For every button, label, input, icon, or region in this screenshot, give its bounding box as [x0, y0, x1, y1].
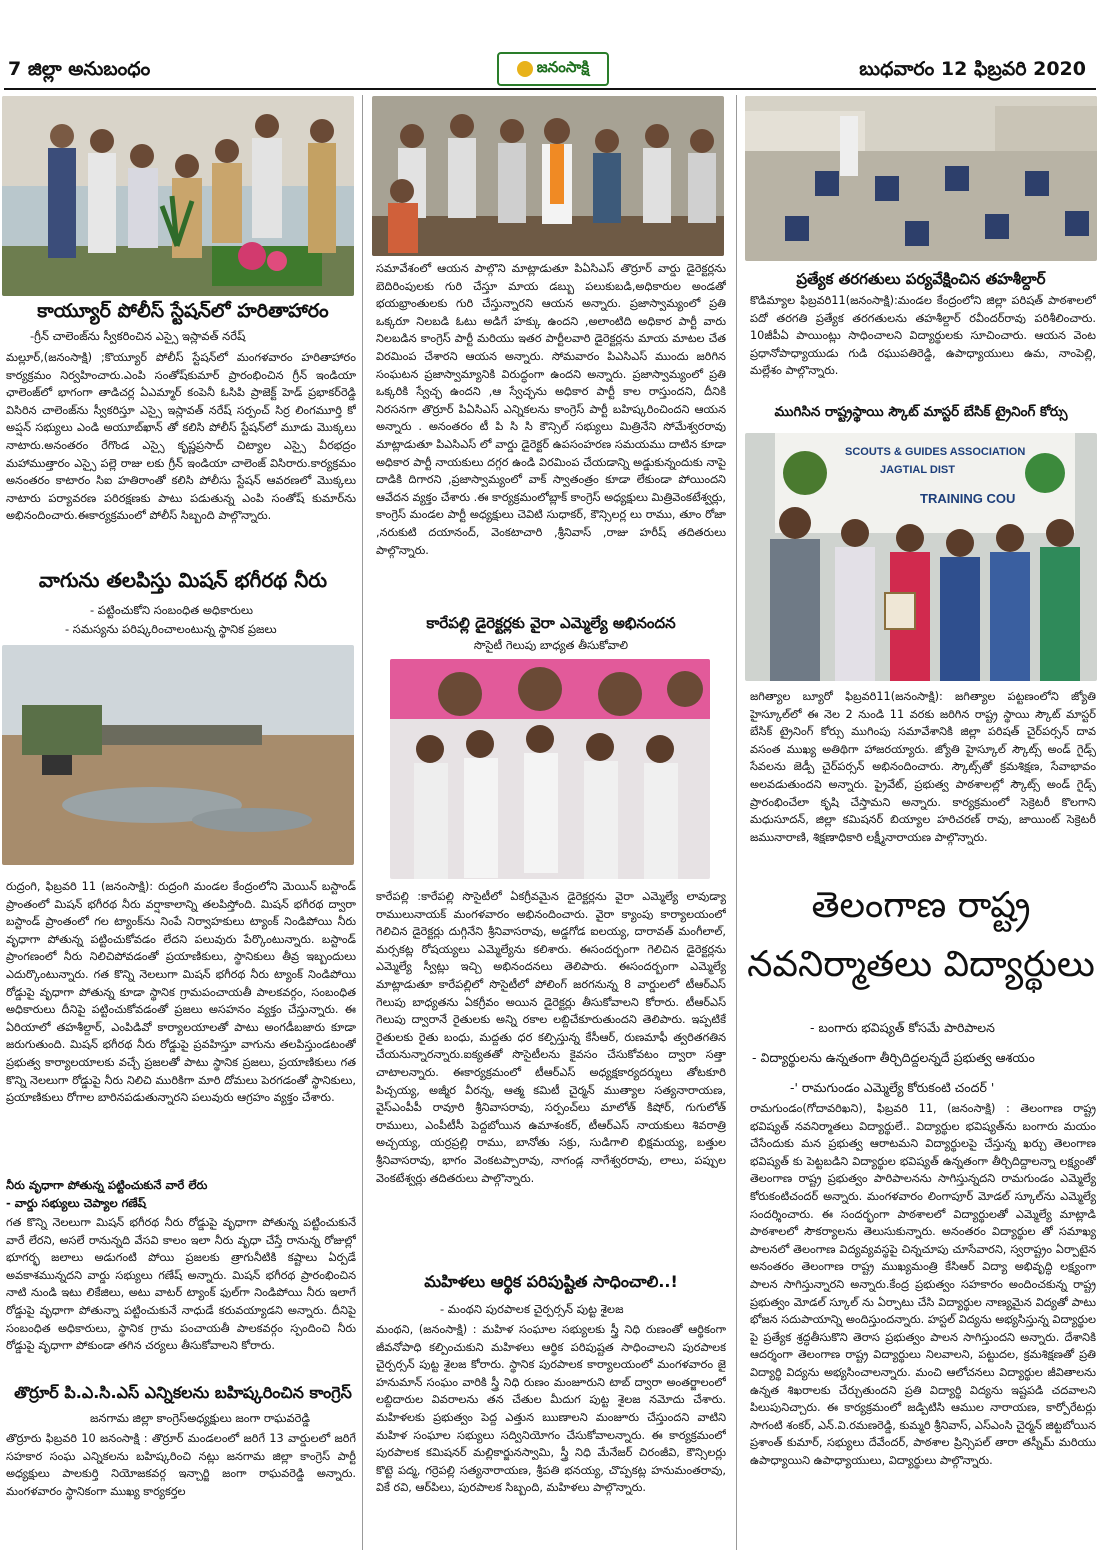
- subheadline: - విద్యార్థులను ఉన్నతంగా తీర్చిదిద్దలన్నదే ప్రభుత్వ ఆశయం: [752, 1050, 1035, 1065]
- headline-scout-master-course: ముగిసిన రాష్ట్రస్థాయి స్కౌట్‌ మాస్టర్‌ బేసిక్‌ ట్రైనింగ్‌ కోర్సు: [774, 404, 1068, 420]
- headline-police-station-haritaharam: కాయ్యూర్‌ పోలీస్‌ స్టేషన్‌లో హరితాహారం: [37, 300, 329, 322]
- feature-headline-line2: నవనిర్మాతలు విద్యార్థులు: [747, 944, 1095, 985]
- page-header: [0, 0, 1100, 90]
- article-body: తొర్రూరు ఫిబ్రవరి 10 జనంసాక్షి : తొర్రూర్‌ మండలంలో జరిగే 13 వార్డులలో జరిగే సహకార సంఘ ఎన్నికలను బహిష్కరించి నట్లు జనగామ జిల్లా కాంగ్రెస్‌ పార్టీ అధ్యక్షులు పాలకుర్తి నియోజకవర్గ ఇన్చార్జి జంగా రాఘవరెడ్డి అన్నారు. మంగళవారం స్థానికంగా ముఖ్య కార్యకర్తల: [6, 1432, 356, 1498]
- masthead-logo: [497, 52, 609, 86]
- subheadline: -గ్రీన్‌ చాలెంజ్‌ను స్వీకరించిన ఎస్సై ఇస్లావత్‌ నరేష్‌: [30, 329, 246, 343]
- issue-date: బుధవారం 12 ఫిబ్రవరి 2020: [859, 58, 1086, 80]
- article-body: గత కొన్ని నెలలుగా మిషన్‌ భగీరథ నీరు రోడ్డుపై వృధాగా పోతున్న పట్టించుకునే వారే లేరని, అసలే రానున్నది వేసవి కాలం ఇలా నీరు వృధా చేస్తే రానున్న రోజుల్లో భూగర్భ జలాలు అడుగంటి పోయి ప్రజలకు త్రాగునీటికి కష్టాలు ఏర్పడే అవకాశమున్నదని వార్డు సభ్యులు గణేష్‌ అన్నారు. మిషన్‌ భగీరథ ప్రారంభించిన నాటి నుండి ఇటు లికేజిలు, అటు వాటర్‌ ట్యాంక్‌ ఫుల్‌గా నిండిపోయి నీరు ఇలాగే రోడ్డుపై వృధాగా పోతున్నా పట్టించుకునే నాధుడే కరువయ్యాడని అన్నారు. దీనిపై సంబంధిత అధికారులు, స్థానిక గ్రామ పంచాయతీ పాలకవర్గం స్పందించి నీరు రోడ్డుపై వృధాగా పోకుండా తగిన చర్యలు తీసుకోవాలని కోరారు.: [6, 1216, 356, 1353]
- news-photo-scouts-guides: [745, 433, 1097, 681]
- article-body: కొడిమ్యాల ఫిబ్రవరి11(జనంసాక్షి):మండల కేంద్రంలోని జిల్లా పరిషత్‌ పాఠశాలలో పదో తరగతి ప్రత్యేక తరగతులను తహశీల్దార్‌ రవీందర్‌రావు పరిశీలించారు. 10జీపీఏ పాయింట్లు సాధించాలని విద్యార్థులకు సూచించారు. ఆయన వెంట ప్రధానోపాధ్యాయుడు గుడి రఘుపతిరెడ్డి, ఉపాధ్యాయులు ఉమ, నాంపెల్లి, మల్లేశం పాల్గొన్నారు.: [750, 294, 1096, 378]
- news-photo-water-road: [2, 645, 354, 865]
- column-divider: [362, 95, 363, 1550]
- article-body: రుద్రంగి, ఫిబ్రవరి 11 (జనంసాక్షి): రుద్రంగి మండల కేంద్రంలోని మెయిన్‌ బస్టాండ్‌ ప్రాంతంలో మిషన్‌ భగీరథ నీరు వర్షాకాలాన్ని తలపిస్తోంది. మిషన్‌ భగీరథ ద్వారా బస్టాండ్‌ ప్రాంతంలో గల ట్యాంక్‌ను నింపే నిర్వాహకులు ట్యాంక్‌ నిండిపోయి నీరు వృధాగా పోతున్న పట్టించుకోవడం లేదని పలువురు పేర్కొంటున్నారు. బస్టాండ్‌ ప్రాంగణంలో నీరు నిలిచిపోవడంతో ప్రయాణికులు, స్థానికులు తీవ్ర ఇబ్బందులు ఎదుర్కొంటున్నారు. గత కొన్ని నెలలుగా మిషన్‌ భగీరథ నీరు ట్యాంక్‌ నిండిపోయి రోడ్డుపై వృధాగా పోతున్న కూడా స్థానిక గ్రామపంచాయతీ పాలకవర్గం, సంబంధిత అధికారులు దీనిపై పట్టించుకోవడంతో ప్రజలు అసహనం వ్యక్తం చేస్తున్నారు. ఈ ఏరియాలో తహశీల్దార్‌, ఎంపిడివో కార్యాలయాలతో పాటు అంగడీబజారు కూడా జరుగుతుంది. మిషన్‌ భగీరథ నీరు రోడ్డుపై ప్రవహిస్తూ వాగును తలపిస్తుండటంతో ప్రభుత్వ కార్యాలయాలకు వచ్చే ప్రజలతో పాటు స్థానిక ప్రజలు, ప్రయాణికులు గత కొన్ని నెలలుగా రోడ్డుపై నీరు నిలిచి మురికిగా మారి దోమలు పెరగడంతో స్థానికులు, ప్రయాణికులు రోగాల బారినపడుతున్నారని పలువురు ఆగ్రహం వ్యక్తం చేశారు.: [6, 880, 356, 1105]
- inline-subhead: నీరు వృధాగా పోతున్న పట్టించుకునే వారే లేరు: [6, 1178, 208, 1192]
- headline-karepalli-directors: కారేపల్లి డైరెక్టర్లకు వైరా ఎమ్మెల్యే అభినందన: [426, 614, 676, 632]
- headline-tahsildar-special-classes: ప్రత్యేక తరగతులు పర్యవేక్షించిన తహశీల్దార్‌: [796, 270, 1046, 288]
- inline-subhead: - వార్డు సభ్యులు చెప్యాల గణేష్‌: [6, 1196, 147, 1210]
- article-body: కారేపల్లి :కారేపల్లి సొసైటీలో ఏకగ్రీవమైన డైరెక్టర్లను వైరా ఎమ్మెల్యే లావుడ్యా రాములునాయక్‌ మంగళవారం అభినందించారు. వైరా క్యాంపు కార్యాలయంలో గెలిచిన డైరెక్టర్లు దుగ్గినేని శ్రీనివాసరావు, అడ్డగోడ ఐలయ్య, దారావత్‌ మంగీలాల్‌, మర్సకట్ల రోషయ్యలు ఎమ్మెల్యేను కలిశారు. ఈసందర్బంగా గెలిచిన డైరెక్టర్లను ఎమ్మెల్యే స్వీట్లు ఇచ్చి అభినందనలు తెలిపారు. ఈసందర్బంగా ఎమ్మెల్యే మాట్లాడుతూ కారేపల్లిలో సొసైటీలో పోలింగ్‌ జరగనున్న 8 వార్డులలో టీఆర్‌ఎస్‌ గెలుపు బాధ్యతను ఏకగ్రీవం అయిన డైరెక్టర్లు తీసుకోవాలని కోరారు. టీఆర్‌ఎస్‌ గెలుపు ద్వారానే రైతులకు అన్ని రకాల లబ్దిచేకూరుతుందని తెలిపారు. ఇప్పటికే రైతులకు రైతు బంధు, మద్దతు ధర కల్పిస్తున్న కేసీఆర్‌, రుణమాఫీ త్వరితగతిన చేయనున్నారన్నారు.ఐక్యతతో సొసైటీలను కైవసం చేసుకోవటం ద్వారా సత్తా చాటాలన్నారు. ఈకార్యక్రమంలో టీఆర్‌ఎస్‌ అధ్యక్షకార్యదర్శులు తోటకూరి పిచ్చయ్య, అజ్మీర వీరన్న, ఆత్మ కమిటీ చైర్మన్‌ ముత్యాల సత్యనారాయణ, వైస్‌ఎంపీపీ రావూరి శ్రీనివాసరావు, సర్పంచ్‌లు మాలోత్‌ కిషోర్‌, గుగులోత్‌ రాములు, ఎంపీటీసీ పెద్దబోయిన ఉమాశంకర్‌, టీఆర్‌ఎస్‌ నాయకులు శివరాత్రి అచ్చయ్య, యర్రప్రల్లి రాము, బానోతు సక్రు, సుడిగాలి భిక్షమయ్య, బత్తుల శ్రీనివాసరావు, భాగం వెంకటప్పారావు, నాగండ్ల నాగేశ్వరరావు, లాలు, పప్పుల వెంకటేశ్వర్లు తదితరులు పాల్గొన్నారు.: [376, 890, 726, 1185]
- article-body: మంథని, (జనంసాక్షి) : మహిళ సంఘాల సభ్యులకు స్త్రీ నిధి రుణంతో ఆర్థికంగా జీవనోపాధి కల్పించుకుని మహిళలు ఆర్థిక పరిపుష్టత సాధించాలని పురపాలక చైర్పర్సన్‌ పుట్ట శైలజ కోరారు. స్థానిక పురపాలక కార్యాలయంలో మంగళవారం జై హనుమాన్‌ సంఘం వారికి స్త్రీ నిధి రుణం మంజూరుని టాబ్‌ ద్వారా అంతర్జాలంలో లబ్దిదారుల వివరాలను తన చేతుల మీదుగ పుట్ట శైలజ నమోదు చేశారు. మహిళలకు ప్రభుత్వం పెద్ద ఎత్తున ఋణాలని మంజూరు చేస్తుందని వాటిని మహిళ సంఘాల సభ్యులు సద్వినియోగం చేసుకోవాలన్నారు. ఈ కార్యక్రమంలో పురపాలక కమిషనర్‌ మల్లికార్జునస్వామి, స్త్రీ నిధి మేనేజర్‌ చిరంజీవి, కౌన్సిలర్లు కొట్టె పద్మ, గర్రెపల్లి సత్యనారాయణ, శ్రీపతి భనయ్య, చొప్పకట్ల హనుమంతరావు, వికే రవి, ఆర్‌పిలు, పురపాలక సిబ్బంది, మహిళలు పాల్గొన్నారు.: [376, 1323, 726, 1495]
- news-photo-special-classes: [745, 96, 1097, 261]
- article-body: జగిత్యాల బ్యూరో ఫిబ్రవరి11(జనంసాక్షి): జగిత్యాల పట్టణంలోని జ్యోతి హైస్కూల్‌లో ఈ నెల 2 నుండి 11 వరకు జరిగిన రాష్ట్ర స్థాయి స్కౌట్‌ మాస్టర్‌ బేసిక్‌ ట్రైనింగ్‌ కోర్సు ముగింపు సమావేశానికి జిల్లా పరిషత్‌ చైర్‌పర్సన్‌ దావ వసంత ముఖ్య అతిథిగా హాజరయ్యారు. జ్యోతి హైస్కూల్‌ స్కౌట్స్‌ అండ్‌ గైడ్స్‌ సేవలను జెడ్పీ చైర్‌పర్సన్‌ అభినందించారు. స్కౌట్స్‌తో క్రమశిక్షణ, సేవాభావం అలవడుతుందని అన్నారు. ప్రైవేట్‌, ప్రభుత్వ పాఠశాలల్లో స్కౌట్స్‌ అండ్‌ గైడ్స్‌ ప్రారంభించేలా కృషి చేస్తామని అన్నారు. కార్యక్రమంలో సెక్రెటరీ కొలగాని మధుసూదన్‌, జిల్లా కమిషనర్‌ బియ్యాల హరిచరణ్‌ రావు, జాయింట్‌ సెక్రెటరీ జమునారాణి, శిక్షణాధికారి లక్ష్మీనారాయణ పాల్గొన్నారు.: [750, 690, 1096, 844]
- subheadline: - బంగారు భవిష్యత్‌ కోసమే పారిపాలన: [810, 1020, 995, 1035]
- headline-torrur-pacs: తొర్రూర్‌ పి.ఎ.సి.ఎస్‌ ఎన్నికలను బహిష్కరించిన కాంగ్రెస్‌: [14, 1383, 352, 1402]
- article-body: మల్లూర్‌,(జనంసాక్షి) ;కొయ్యూర్‌ పోలీస్‌ స్టేషన్‌లో మంగళవారం హరితాహారం కార్యక్రమం నిర్వహించారు.ఎంపి సంతోష్‌కుమార్‌ ప్రారంభించిన గ్రీన్‌ ఇండియా ఛాలెంజ్‌లో భాగంగా తాడిచర్ల ఏఎమ్మార్‌ కంపెనీ ఓసిపి ప్రాజెక్ట్‌ హెడ్‌ ప్రభాకర్‌రెడ్డి విసిరిన చాలెంజ్‌ను స్వీకరిస్తూ ఎస్సై ఇస్లావత్‌ నరేష్‌ సర్పంచ్‌ సిర్ర లింగమూర్తి కో అప్షన్‌ సభ్యులు ఎండి అయూబ్‌ఖాన్‌ తో కలిసి పోలీస్‌ స్టేషన్‌లో మూడు మొక్కలు నాటారు.అనంతరం రేగొండ ఎస్సై కృష్ణప్రసాద్‌ చిట్యాల ఎస్సై వీరభద్రం మహాముత్తారం ఎస్సై పల్లె రాజు లకు గ్రీన్‌ ఇండియా చాలెంజ్‌ విసిరారు.కార్యక్రమం అనంతరం కాటారం సిఐ హతిరాంతో కలిసి పోలీసు స్టేషన్‌ ఆవరణలో మొక్కలు నాటారు పర్యావరణ పరిరక్షణకు పాటు పడుతున్న ఎంపి సంతోష్‌ కుమార్‌ను అభినందించారు.ఈకార్యక్రమంలో పోలీస్‌ సిబ్బంది పాల్గొన్నారు.: [6, 351, 356, 523]
- banner-text: TRAINING COU: [920, 491, 1016, 506]
- subheadline: సొసైటీ గెలుపు బాధ్యత తీసుకోవాలి: [473, 638, 629, 652]
- article-body: రామగుండం(గోదావరిఖని), ఫిబ్రవరి 11, (జనంసాక్షి) : తెలంగాణ రాష్ట్ర భవిష్యత్‌ నవనిర్మాతలు విద్యార్థులే.. విద్యార్థుల భవిష్యత్‌ను బంగారు మయం చేసేందుకు మన ప్రభుత్వ ఆరాటమని విద్యార్థులపై చేస్తున్న ఖర్చు తెలంగాణ భవిష్యత్‌ కు పెట్టబడిని విద్యార్థుల భవిష్యత్‌ ఉన్నతంగా తీర్చిదిద్దాలన్నా లక్ష్యంతో తెలంగాణ రాష్ట్ర ప్రభుత్వం పారిపాలనను సాగిస్తున్నదని రామగుండం ఎమ్మెల్యే కోరుకంటిచందర్‌ అన్నారు. మంగళవారం లింగాపూర్‌ మోడల్‌ స్కూల్‌ను ఎమ్మెల్యే సందర్శించారు. ఈ సందర్భంగా పాఠశాలలో విద్యార్థులతో ఎమ్మెల్యే మాట్లాడి పాఠశాలలో సౌకర్యాలను తెలుసుకున్నారు. అనంతరం విద్యార్థుల తో సమాఖ్య పాలనలో తెలంగాణ విద్యవ్యవస్థపై చిన్నచూపు చూసేవారని, స్వరాష్ట్రం ఏర్పాటైన అనంతరం తెలంగాణ రాష్ట్ర ముఖ్యమంత్రి కేసిఆర్‌ విద్యా అభివృద్ధి లక్ష్యంగా పాలన సాగిస్తున్నారని అన్నారు.కేంద్ర ప్రభుత్వం సహకారం అందించకున్న రాష్ట్ర ప్రభుత్వం మోడల్‌ స్కూల్‌ ను ఏర్పాటు చేసి విద్యార్థుల నాణ్యమైన విద్యతో పాటు భోజన సదుపాయాన్ని అందిస్తుందన్నారు. హస్టల్‌ విద్యను అభ్యసిస్తున్న విద్యార్థుల పై ప్రత్యేక శ్రద్ధతీసుకొని తెరాస ప్రభుత్వం పాలన సాగిస్తుందని అన్నారు. దేశానికి ఆదర్శంగా తెలంగాణ రాష్ట్ర విద్యార్థులు నిలవాలని, పట్టుదల, క్రమశిక్షణతో ప్రతి విద్యార్థి విద్యను అభ్యసించాలన్నారు. మంచి ఆలోచనలు విద్యార్థుల జీవితాలను ఉన్నత శిఖరాలకు చేర్చుతుందని ప్రతి విద్యార్థి విద్యను ఇష్టపడి చదవాలని పిలుపునిచ్చారు. ఈ కార్యక్రమంలో జడ్పిటిసి ఆముల నారాయణ, కార్పోరేటర్లు సాగంటి శంకర్‌, ఎన్‌.వి.రమణరెడ్డి, కుమ్మరి శ్రీనివాస్‌, ఎస్‌ఎంసి చైర్మన్‌ జిట్టబోయిన ప్రశాంత్‌ కుమార్‌, సభ్యులు దేవేందర్‌, పాఠశాల ప్రిన్సిపల్‌ తారా తస్నీమ్‌ మరియు ఉపాధ్యాయిని ఉపాధ్యాయులు, విద్యార్థులు పాల్గొన్నారు.: [750, 1102, 1096, 1467]
- subheadline: జనగామ జిల్లా కాంగ్రెస్‌అధ్యక్షులు జంగా రాఘవరెడ్డి: [90, 1411, 310, 1425]
- news-photo-congress-meeting: [372, 96, 724, 256]
- header-rule: [4, 88, 1096, 90]
- news-photo-mla-felicitation: [390, 659, 710, 879]
- page-section-label: 7 జిల్లా అనుబంధం: [8, 58, 151, 80]
- logo-text: జనంసాక్షి: [536, 58, 590, 76]
- logo-icon: [517, 61, 533, 77]
- article-body: సమావేశంలో ఆయన పాల్గొని మాట్లాడుతూ పిఏసిఎస్‌ తొర్రూర్‌ వార్డు డైరెక్టర్లను బెదిరింపులకు గురి చేస్తూ మాయ డబ్బు పలుకుబడి,అధికారుల అండతో భయభ్రాంతులకు గురి చేస్తున్నారని ఆయన అన్నారు. ప్రజాస్వామ్యంలో ప్రతి ఒక్కరూ నిలబడి ఓటు అడిగే హక్కు ఉందని ,అలాంటిది అధికార పార్టీ వారు నిలబడిన కాంగ్రెస్‌ పార్టీ మరియు ఇతర పార్టీలవారి డైరెక్టర్లను మాయ మాటల చేత విరమింప చేశారని ఆయన అన్నారు. సోమవారం పిఎసిఎస్‌ ముందు జరిగిన సంఘటన ప్రజాస్వామ్యానికి విరుద్ధంగా ఉందని అన్నారు. ప్రజాస్వామ్యంలో ప్రతి ఒక్కరికి స్వేచ్ఛ ఉందని ,ఆ స్వేచ్ఛను అధికార పార్టీ కాల రాస్తుందని, దీనికి నిరసనగా తొర్రూర్‌ పిఏసిఎస్‌ ఎన్నికలను కాంగ్రెస్‌ పార్టీ బహిష్కరించిందని ఆయన అన్నారు . అనంతరం టీ పి సి సి కౌన్సిల్‌ సభ్యులు మిత్రినేని సోమేశ్వరరావు మాట్లాడుతూ పిఎసిఎస్‌ లో వార్డు డైరెక్టర్‌ ఉపసంహరణ సమయము దాటిన కూడా అధికార పార్టీ నాయకులు దగ్గర ఉండి విరమింప చేయడాన్ని అడ్డుకున్నందుకు నాపై దాడికి దిగారని ,ప్రజాస్వామ్యంలో వాక్‌ స్వాతంత్రం కూడా లేకుండా పోయిందని ఆవేదన వ్యక్తం చేశారు .ఈ కార్యక్రమంలోబ్లాక్‌ కాంగ్రెస్‌ అధ్యక్షులు మిత్రివెంకటేశ్వర్లు, కాంగ్రెస్‌ మండల పార్టీ అధ్యక్షులు చెవిటి సుధాకర్‌, కౌన్సిలర్ల లు రాము, తూం రోజా ,నరుకుటి దయానంద్‌, వెంకటాచారి ,శ్రీనివాస్‌ ,రాజు హరీష్‌ తదితరులు పాల్గొన్నారు.: [376, 262, 726, 557]
- subheadline: - పట్టించుకోని సంబంధిత అధికారులు: [90, 603, 254, 617]
- headline-mission-bhagiratha: వాగును తలపిస్తు మిషన్‌ భగీరథ నీరు: [38, 568, 328, 592]
- subheadline: - సమస్యను పరిష్కరించాలంటున్న స్థానిక ప్రజలు: [65, 622, 277, 636]
- banner-text: SCOUTS & GUIDES ASSOCIATION: [845, 446, 1026, 458]
- feature-headline-line1: తెలంగాణ రాష్ట్ర: [811, 885, 1031, 926]
- subheadline: - మంథని పురపాలక చైర్పర్సన్‌ పుట్ట శైలజ: [440, 1302, 624, 1316]
- banner-text: JAGTIAL DIST: [880, 464, 955, 476]
- column-divider: [736, 95, 737, 1550]
- subheadline: -' రామగుండం ఎమ్మెల్యే కోరుకంటి చందర్‌ ': [790, 1080, 995, 1095]
- news-photo-police-planting: [2, 96, 354, 296]
- headline-women-financial: మహిళలు ఆర్థిక పరిపుష్టిత సాధించాలి..!: [424, 1272, 678, 1291]
